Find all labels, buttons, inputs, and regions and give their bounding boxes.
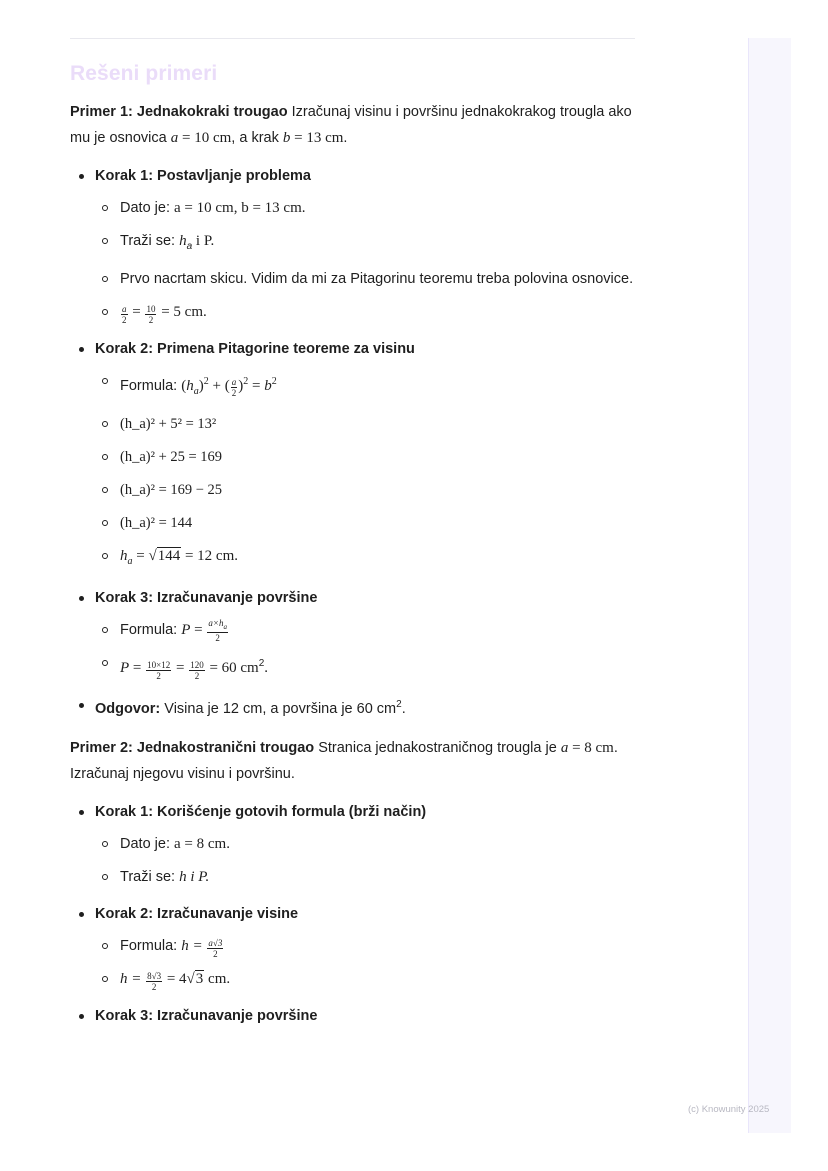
example-2-title: Primer 2: Jednakostranični trougao xyxy=(70,739,315,756)
document-body xyxy=(70,62,636,1038)
list-item: (h_a)² = 169 − 25 xyxy=(95,478,636,503)
step-item: Korak 1: Postavljanje problema Dato je: a = 10 cm, b = 13 cm. Traži se: $h_a$ i P. Prvo nacrtam skicu. Vidim da mi za Pitagorinu teoremu treba polovina osnovice. $\frac{a}{2}$ = $\frac{10}{2}$ = 5 cm. xyxy=(70,164,636,325)
list-item: Formula: h = $\frac{a√3}{2}$ xyxy=(95,934,636,959)
list-item: Traži se: $h_a$ i P. xyxy=(95,229,636,259)
example-1-intro: Primer 1: Jednakokraki trougao Izračunaj visinu i površinu jednakokrakog trougla ako mu je osnovica a = 10 cm, a krak b = 13 cm. xyxy=(70,104,632,146)
step-item: Korak 3: Izračunavanje površine xyxy=(70,1004,636,1028)
list-item: h = $\frac{8√3}{2}$ = 4√3 cm. xyxy=(95,967,636,992)
example-2-intro: Primer 2: Jednakostranični trougao Stranica jednakostraničnog trougla je a = 8 cm. Izračunaj njegovu visinu i površinu. xyxy=(70,739,618,782)
list-item: (h_a)² = 144 xyxy=(95,511,636,536)
answer-item: Odgovor: Visina je 12 cm, a površina je 60 $cm^2$. xyxy=(70,693,636,721)
list-item: (h_a)² + 5² = 13² xyxy=(95,412,636,437)
right-margin-panel xyxy=(748,38,791,1133)
list-item: Formula: $(h_a)^2$ + ( $\frac{a}{2}$ )$^2 = b^2$ xyxy=(95,369,636,404)
step-item: Korak 1: Korišćenje gotovih formula (brži način) Dato je: a = 8 cm. Traži se: h i P. xyxy=(70,800,636,890)
list-item: Formula: P = $\frac{a\times h_a}{2}$ xyxy=(95,618,636,643)
copyright-footer: (c) Knowunity 2025 xyxy=(688,1104,770,1115)
top-divider xyxy=(70,38,635,39)
step-item: Korak 3: Izračunavanje površine Formula: P = $\frac{a\times h_a}{2}$ P = $\frac{10\times 12}{2}$ = $\frac{120}{2}$ = 60 $cm^2$. xyxy=(70,586,636,681)
list-item: Prvo nacrtam skicu. Vidim da mi za Pitagorinu teoremu treba polovina osnovice. xyxy=(95,267,636,292)
example-1-steps xyxy=(70,164,636,721)
list-item: Dato je: a = 8 cm. xyxy=(95,832,636,857)
list-item: P = $\frac{10\times 12}{2}$ = $\frac{120}{2}$ = 60 $cm^2$. xyxy=(95,651,636,681)
step-item: Korak 2: Izračunavanje visine Formula: h = $\frac{a√3}{2}$ h = $\frac{8√3}{2}$ = 4√3 cm. xyxy=(70,902,636,992)
example-2-steps xyxy=(70,800,636,1028)
example-1-title: Primer 1: Jednakokraki trougao xyxy=(70,104,288,120)
section-heading: Rešeni primeri xyxy=(70,62,218,85)
list-item: Traži se: h i P. xyxy=(95,865,636,890)
list-item: Dato je: a = 10 cm, b = 13 cm. xyxy=(95,196,636,221)
step-item: Korak 2: Primena Pitagorine teoreme za visinu Formula: $(h_a)^2$ + ( $\frac{a}{2}$ )$^2 = b^2$ (h_a)² + 5² = 13² (h_a)² + 25 = 169 (h_a)² = 169 − 25 (h_a)² = 144 $h_a = √144 = 12$ cm. xyxy=(70,337,636,574)
list-item: $\frac{a}{2}$ = $\frac{10}{2}$ = 5 cm. xyxy=(95,300,636,325)
list-item: (h_a)² + 25 = 169 xyxy=(95,445,636,470)
list-item: $h_a = √144 = 12$ cm. xyxy=(95,544,636,574)
